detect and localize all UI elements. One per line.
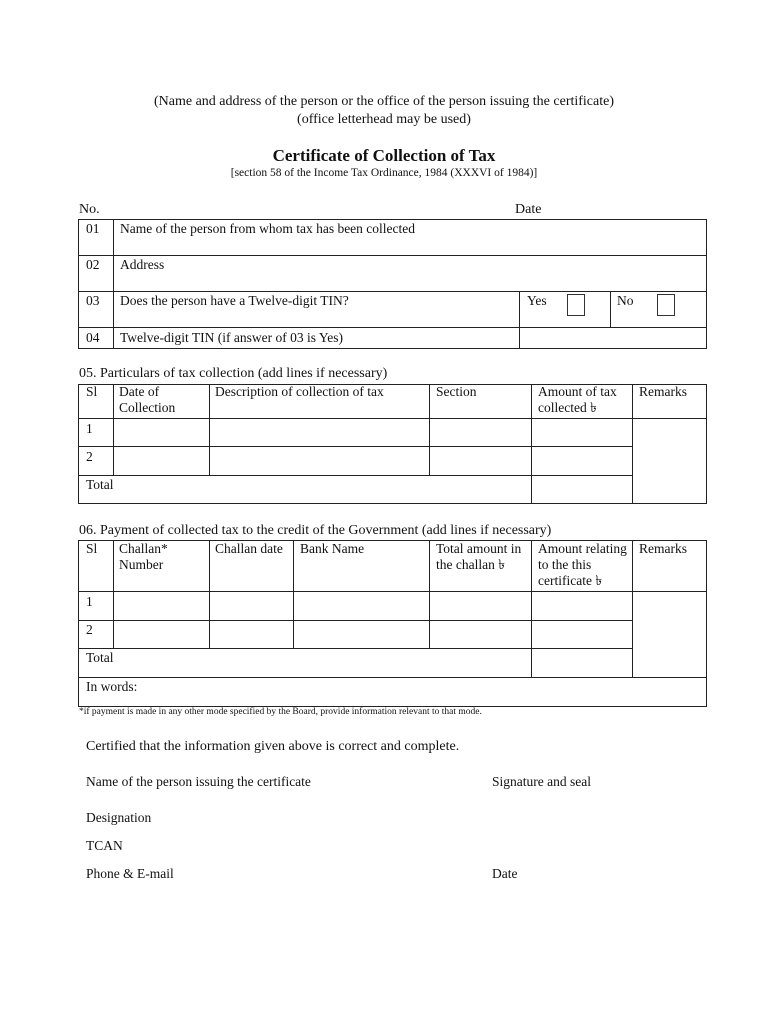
row-number: 04 <box>86 330 100 345</box>
row-sl: 2 <box>86 622 93 637</box>
col-header-bank-name: Bank Name <box>300 541 365 556</box>
col-header-total-amount: Total amount in the challan ৳ <box>436 541 522 572</box>
tin-no-label: No <box>617 293 634 308</box>
row-divider <box>78 620 633 621</box>
row-divider <box>78 291 707 292</box>
row-number: 02 <box>86 257 100 272</box>
col-divider <box>519 291 520 349</box>
row-sl: 2 <box>86 449 93 464</box>
date-label: Date <box>515 202 542 217</box>
in-words-field[interactable]: In words: <box>86 679 138 694</box>
row-divider <box>78 591 707 592</box>
tin-no-checkbox[interactable] <box>657 294 675 316</box>
page-title: Certificate of Collection of Tax <box>272 146 496 165</box>
col-divider <box>610 291 611 327</box>
total-label: Total <box>86 650 114 665</box>
address-field[interactable]: Address <box>120 257 165 272</box>
col-header-section: Section <box>436 384 477 399</box>
tin-yes-label: Yes <box>527 293 547 308</box>
row-divider <box>78 327 707 328</box>
row-divider <box>78 418 707 419</box>
col-header-challan-number: Challan* Number <box>119 541 168 572</box>
tcan-label: TCAN <box>86 838 123 853</box>
col-divider <box>531 540 532 677</box>
col-divider <box>632 384 633 504</box>
col-divider <box>113 540 114 648</box>
col-divider <box>632 540 633 677</box>
letterhead-instruction: (office letterhead may be used) <box>297 112 471 127</box>
col-header-remarks: Remarks <box>639 384 687 399</box>
signature-label: Signature and seal <box>492 774 591 789</box>
col-divider <box>209 384 210 475</box>
certification-statement: Certified that the information given above is correct and complete. <box>86 739 460 754</box>
row-sl: 1 <box>86 594 93 609</box>
col-header-amount: Amount of tax collected ৳ <box>538 384 617 415</box>
row-divider <box>78 648 633 649</box>
col-header-sl: Sl <box>86 541 98 556</box>
total-label: Total <box>86 477 114 492</box>
col-divider <box>209 540 210 648</box>
tin-label: Twelve-digit TIN (if answer of 03 is Yes) <box>120 330 344 345</box>
tin-question-label: Does the person have a Twelve-digit TIN? <box>120 293 349 308</box>
designation-label: Designation <box>86 810 152 825</box>
col-header-date: Date of Collection <box>119 384 176 415</box>
row-number: 01 <box>86 221 100 236</box>
col-divider <box>293 540 294 648</box>
tin-input[interactable] <box>521 329 705 347</box>
row-number: 03 <box>86 293 100 308</box>
person-name-field[interactable]: Name of the person from whom tax has been collected <box>120 221 416 236</box>
col-header-amount-certificate: Amount relating to the this certificate ৳ <box>538 541 627 588</box>
col-header-challan-date: Challan date <box>215 541 283 556</box>
col-divider <box>113 219 114 349</box>
cert-date-label: Date <box>492 866 518 881</box>
issuer-name-label: Name of the person issuing the certificate <box>86 774 311 789</box>
col-divider <box>113 384 114 475</box>
collection-heading: 05. Particulars of tax collection (add lines if necessary) <box>79 366 388 381</box>
row-divider <box>78 446 633 447</box>
row-sl: 1 <box>86 421 93 436</box>
page-subtitle: [section 58 of the Income Tax Ordinance, 1984 (XXXVI of 1984)] <box>230 167 538 179</box>
col-divider <box>531 384 532 504</box>
col-header-description: Description of collection of tax <box>215 384 384 399</box>
col-header-remarks: Remarks <box>639 541 687 556</box>
payment-heading: 06. Payment of collected tax to the credit of the Government (add lines if necessary) <box>79 523 552 538</box>
col-divider <box>429 540 430 648</box>
tin-yes-checkbox[interactable] <box>567 294 585 316</box>
payment-footnote: *if payment is made in any other mode specified by the Board, provide information relevant to that mode. <box>79 707 482 717</box>
issuer-instruction: (Name and address of the person or the office of the person issuing the certificate) <box>153 94 615 109</box>
col-header-sl: Sl <box>86 384 98 399</box>
row-divider <box>78 677 707 678</box>
col-divider <box>429 384 430 475</box>
phone-email-label: Phone & E-mail <box>86 866 174 881</box>
row-divider <box>78 475 633 476</box>
no-label: No. <box>79 202 100 217</box>
row-divider <box>78 255 707 256</box>
